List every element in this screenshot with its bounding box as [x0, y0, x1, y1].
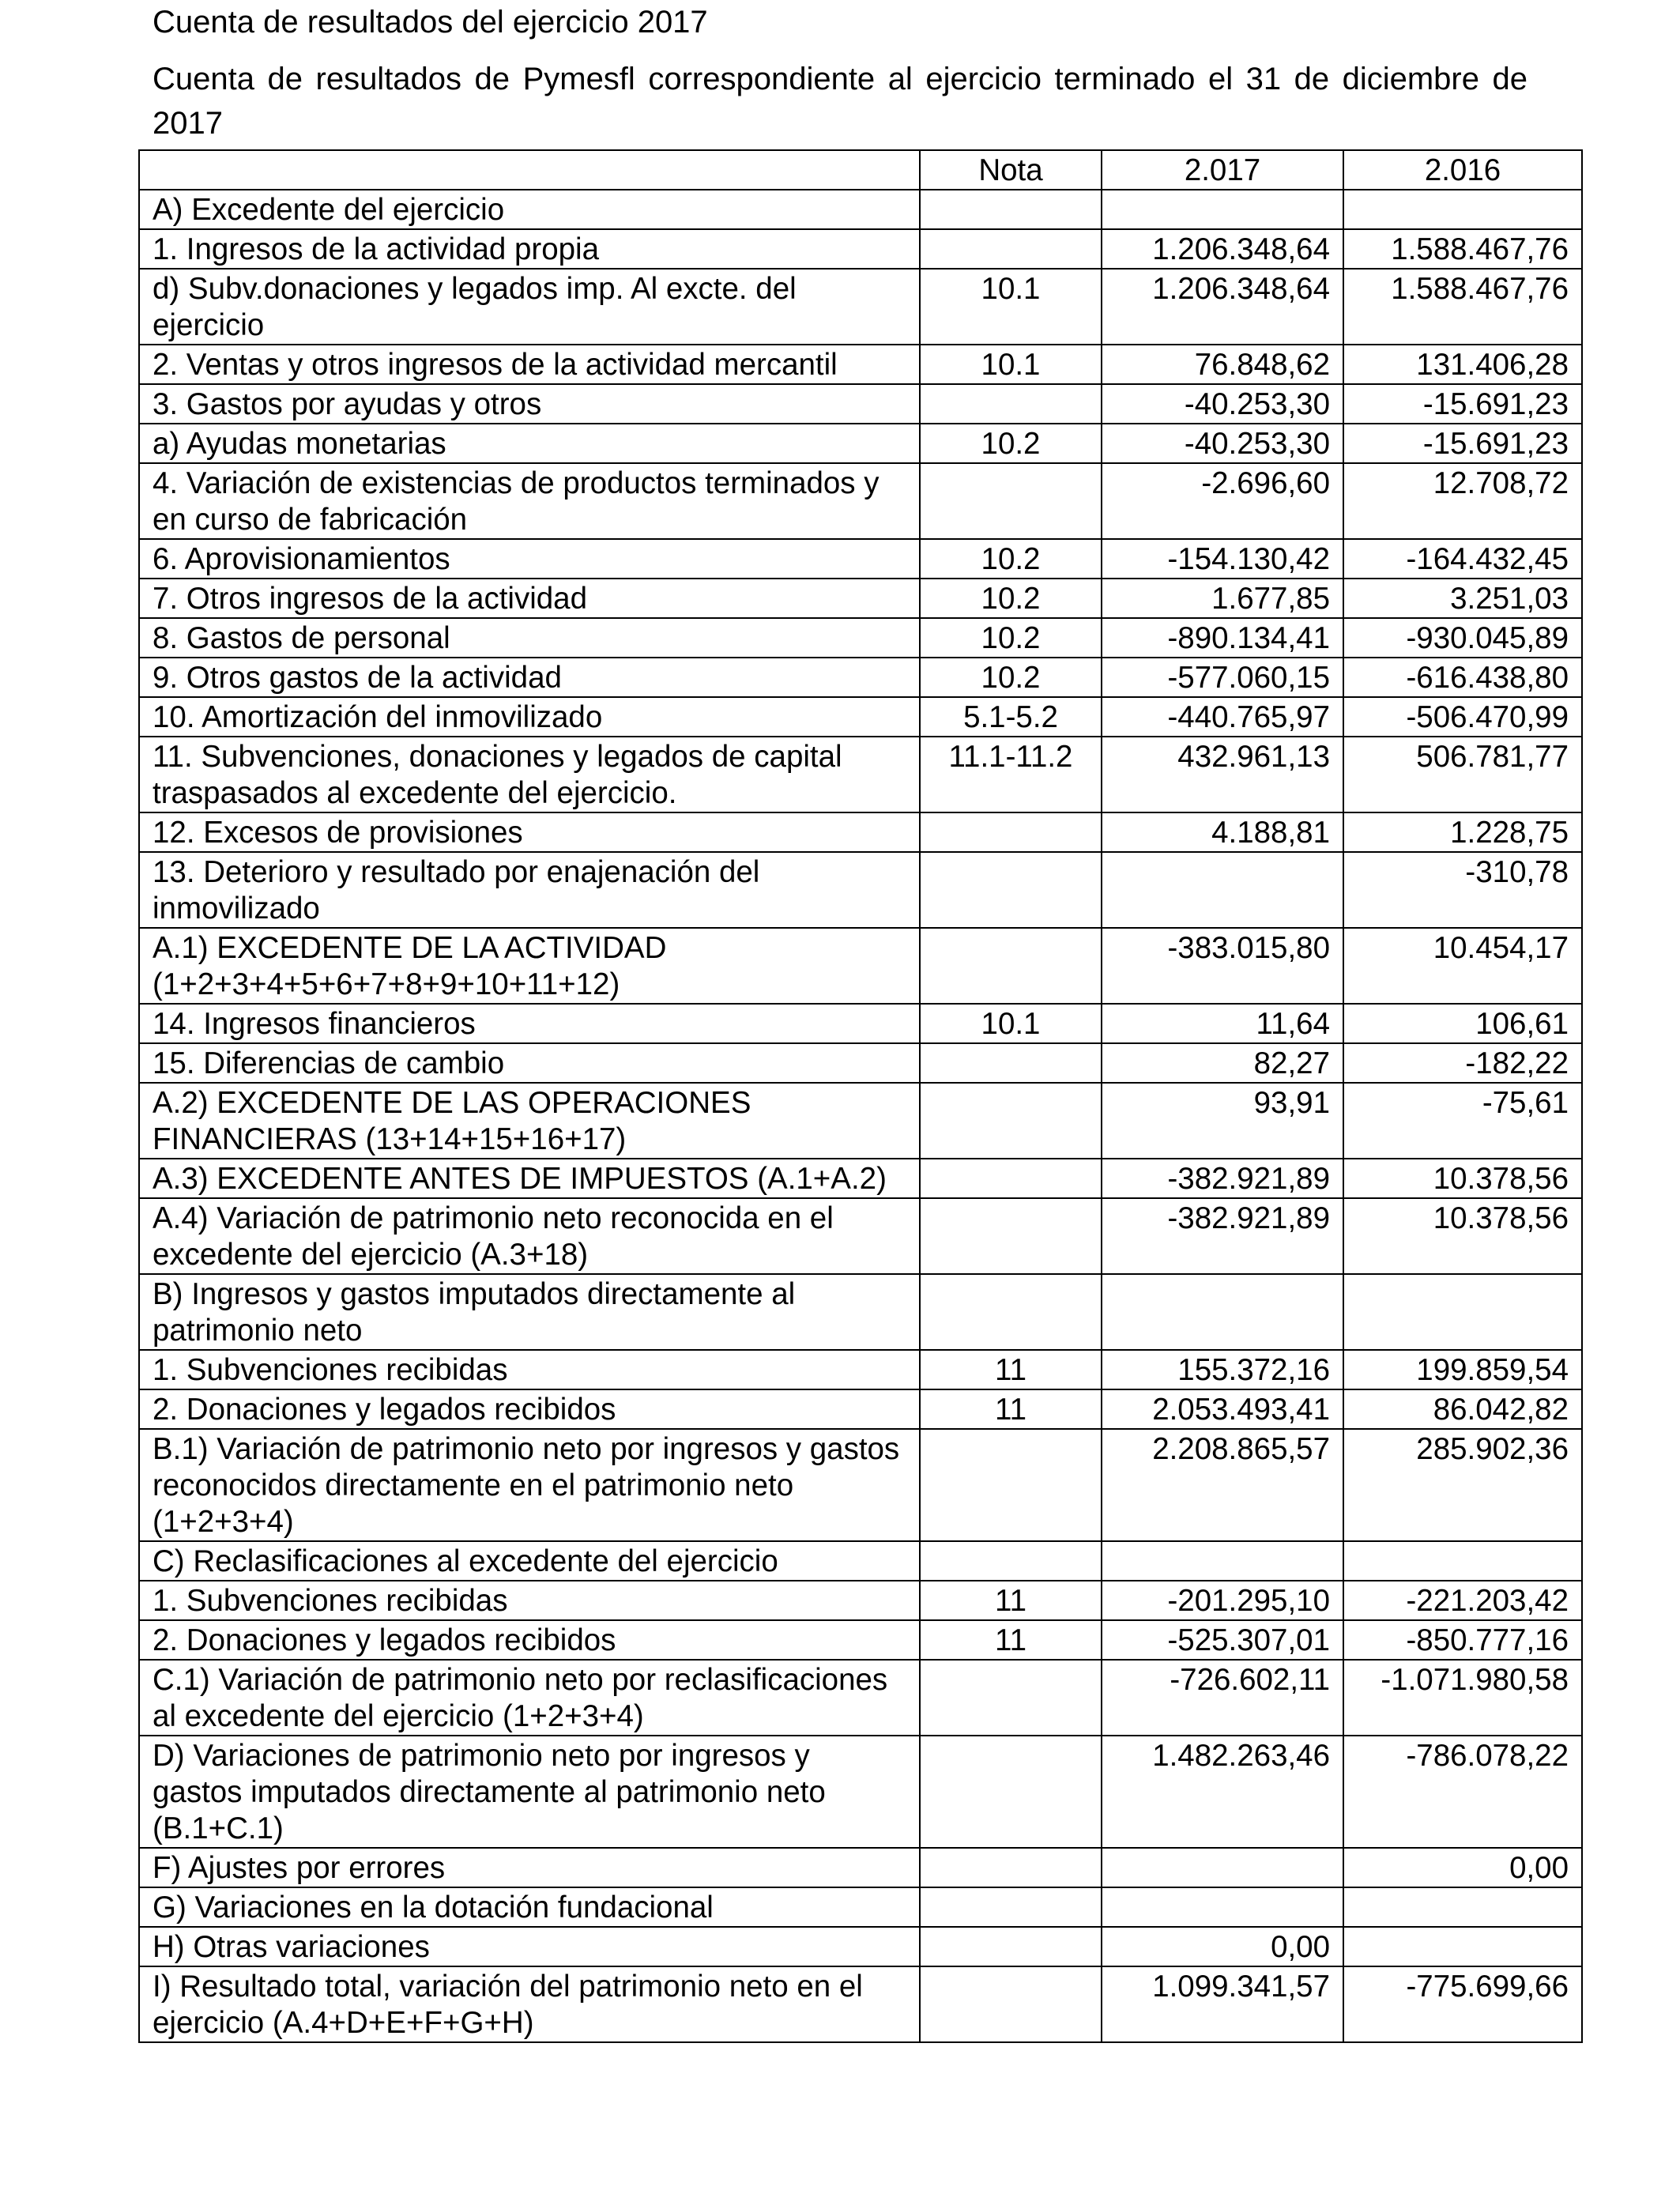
row-value-2016: -75,61 [1343, 1083, 1582, 1159]
row-value-2017: -440.765,97 [1102, 697, 1343, 737]
row-value-2016: 1.228,75 [1343, 812, 1582, 852]
row-description: A.2) EXCEDENTE DE LAS OPERACIONES FINANCIERAS (13+14+15+16+17) [139, 1083, 920, 1159]
row-description: 1. Ingresos de la actividad propia [139, 229, 920, 269]
table-row [139, 345, 1582, 384]
row-description: 7. Otros ingresos de la actividad [139, 579, 920, 618]
document-title: Cuenta de resultados del ejercicio 2017 [153, 5, 708, 40]
row-value-2017: 4.188,81 [1102, 812, 1343, 852]
row-description: 8. Gastos de personal [139, 618, 920, 658]
row-nota [920, 229, 1102, 269]
table-row [139, 229, 1582, 269]
row-value-2016: 10.378,56 [1343, 1198, 1582, 1274]
row-value-2016: -616.438,80 [1343, 658, 1582, 697]
row-value-2017: -154.130,42 [1102, 539, 1343, 579]
row-value-2017 [1102, 1848, 1343, 1887]
table-row [139, 1581, 1582, 1620]
row-nota: 10.2 [920, 579, 1102, 618]
row-nota: 5.1-5.2 [920, 697, 1102, 737]
row-value-2016: -786.078,22 [1343, 1736, 1582, 1848]
row-nota: 11 [920, 1620, 1102, 1660]
row-nota [920, 1927, 1102, 1966]
row-nota [920, 1966, 1102, 2042]
row-description: F) Ajustes por errores [139, 1848, 920, 1887]
row-nota: 10.1 [920, 269, 1102, 345]
row-nota: 10.2 [920, 618, 1102, 658]
row-description: 9. Otros gastos de la actividad [139, 658, 920, 697]
row-value-2017: 1.099.341,57 [1102, 1966, 1343, 2042]
row-value-2016: 199.859,54 [1343, 1350, 1582, 1389]
header-year-2016: 2.016 [1343, 150, 1582, 190]
row-value-2016: 1.588.467,76 [1343, 229, 1582, 269]
table-row [139, 928, 1582, 1004]
row-value-2017: 155.372,16 [1102, 1350, 1343, 1389]
table-row [139, 1927, 1582, 1966]
table-row [139, 1736, 1582, 1848]
row-description: B) Ingresos y gastos imputados directamente al patrimonio neto [139, 1274, 920, 1350]
row-description: 13. Deterioro y resultado por enajenación del inmovilizado [139, 852, 920, 928]
row-nota: 11.1-11.2 [920, 737, 1102, 812]
row-description: A) Excedente del ejercicio [139, 190, 920, 229]
table-row [139, 1083, 1582, 1159]
row-description: H) Otras variaciones [139, 1927, 920, 1966]
row-description: A.1) EXCEDENTE DE LA ACTIVIDAD (1+2+3+4+5+6+7+8+9+10+11+12) [139, 928, 920, 1004]
row-value-2017: 93,91 [1102, 1083, 1343, 1159]
row-value-2017: 0,00 [1102, 1927, 1343, 1966]
table-row [139, 579, 1582, 618]
table-row [139, 1887, 1582, 1927]
row-nota: 10.2 [920, 539, 1102, 579]
row-nota: 11 [920, 1581, 1102, 1620]
table-row [139, 1848, 1582, 1887]
table-row [139, 1966, 1582, 2042]
row-value-2017: 11,64 [1102, 1004, 1343, 1043]
row-value-2017: 432.961,13 [1102, 737, 1343, 812]
row-value-2017: -577.060,15 [1102, 658, 1343, 697]
row-value-2016: -1.071.980,58 [1343, 1660, 1582, 1736]
row-nota: 10.2 [920, 424, 1102, 463]
row-nota [920, 384, 1102, 424]
row-value-2017: 1.677,85 [1102, 579, 1343, 618]
row-value-2017: -382.921,89 [1102, 1159, 1343, 1198]
row-value-2017 [1102, 852, 1343, 928]
table-row [139, 812, 1582, 852]
row-description: D) Variaciones de patrimonio neto por ingresos y gastos imputados directamente al patrimonio neto (B.1+C.1) [139, 1736, 920, 1848]
row-value-2016: -775.699,66 [1343, 1966, 1582, 2042]
table-row [139, 852, 1582, 928]
table-row [139, 1620, 1582, 1660]
table-row [139, 424, 1582, 463]
row-description: 11. Subvenciones, donaciones y legados de capital traspasados al excedente del ejercicio. [139, 737, 920, 812]
row-description: 2. Donaciones y legados recibidos [139, 1620, 920, 1660]
row-value-2017: -382.921,89 [1102, 1198, 1343, 1274]
table-row [139, 1389, 1582, 1429]
table-row [139, 658, 1582, 697]
row-value-2017: 1.206.348,64 [1102, 269, 1343, 345]
table-row [139, 737, 1582, 812]
row-description: 10. Amortización del inmovilizado [139, 697, 920, 737]
row-value-2016: 285.902,36 [1343, 1429, 1582, 1541]
row-value-2016: 1.588.467,76 [1343, 269, 1582, 345]
row-nota: 11 [920, 1389, 1102, 1429]
table-row [139, 1274, 1582, 1350]
row-description: G) Variaciones en la dotación fundacional [139, 1887, 920, 1927]
row-value-2017: -40.253,30 [1102, 424, 1343, 463]
row-value-2016: -310,78 [1343, 852, 1582, 928]
row-value-2016: 0,00 [1343, 1848, 1582, 1887]
table-header-row [139, 150, 1582, 190]
row-value-2017: 1.482.263,46 [1102, 1736, 1343, 1848]
row-value-2016: -182,22 [1343, 1043, 1582, 1083]
row-nota [920, 1541, 1102, 1581]
table-row [139, 618, 1582, 658]
table-row [139, 1541, 1582, 1581]
row-value-2016: -850.777,16 [1343, 1620, 1582, 1660]
row-value-2017: 2.053.493,41 [1102, 1389, 1343, 1429]
table-row [139, 1350, 1582, 1389]
row-value-2016: 86.042,82 [1343, 1389, 1582, 1429]
row-nota [920, 1887, 1102, 1927]
row-value-2016: -15.691,23 [1343, 384, 1582, 424]
row-value-2016: 506.781,77 [1343, 737, 1582, 812]
row-nota [920, 852, 1102, 928]
header-year-2017: 2.017 [1102, 150, 1343, 190]
table-row [139, 539, 1582, 579]
row-description: B.1) Variación de patrimonio neto por ingresos y gastos reconocidos directamente en el patrimonio neto (1+2+3+4) [139, 1429, 920, 1541]
row-nota: 11 [920, 1350, 1102, 1389]
row-value-2017: -2.696,60 [1102, 463, 1343, 539]
row-value-2017: 1.206.348,64 [1102, 229, 1343, 269]
row-description: 2. Donaciones y legados recibidos [139, 1389, 920, 1429]
row-value-2016 [1343, 1541, 1582, 1581]
row-value-2017: -201.295,10 [1102, 1581, 1343, 1620]
row-value-2017: 76.848,62 [1102, 345, 1343, 384]
row-value-2016: 106,61 [1343, 1004, 1582, 1043]
row-value-2016: 12.708,72 [1343, 463, 1582, 539]
document-subtitle: Cuenta de resultados de Pymesfl correspondiente al ejercicio terminado el 31 de diciembre de 2017 [153, 62, 1527, 141]
row-value-2016: -221.203,42 [1343, 1581, 1582, 1620]
row-nota [920, 1848, 1102, 1887]
row-value-2017 [1102, 1887, 1343, 1927]
row-nota [920, 1274, 1102, 1350]
row-value-2016: 3.251,03 [1343, 579, 1582, 618]
row-description: A.3) EXCEDENTE ANTES DE IMPUESTOS (A.1+A.2) [139, 1159, 920, 1198]
row-nota [920, 928, 1102, 1004]
table-row [139, 697, 1582, 737]
row-value-2016: -506.470,99 [1343, 697, 1582, 737]
table-row [139, 384, 1582, 424]
row-value-2016 [1343, 1887, 1582, 1927]
row-value-2016: -164.432,45 [1343, 539, 1582, 579]
header-nota: Nota [920, 150, 1102, 190]
row-description: 12. Excesos de provisiones [139, 812, 920, 852]
table-row [139, 1429, 1582, 1541]
income-statement-table [138, 149, 1583, 2043]
table-row [139, 190, 1582, 229]
table-row [139, 269, 1582, 345]
row-value-2017: -383.015,80 [1102, 928, 1343, 1004]
row-description: d) Subv.donaciones y legados imp. Al excte. del ejercicio [139, 269, 920, 345]
row-value-2017 [1102, 1274, 1343, 1350]
row-description: A.4) Variación de patrimonio neto reconocida en el excedente del ejercicio (A.3+18) [139, 1198, 920, 1274]
row-value-2016: -930.045,89 [1343, 618, 1582, 658]
row-description: 14. Ingresos financieros [139, 1004, 920, 1043]
row-nota [920, 1083, 1102, 1159]
row-nota [920, 812, 1102, 852]
row-description: 4. Variación de existencias de productos terminados y en curso de fabricación [139, 463, 920, 539]
row-value-2016: 10.378,56 [1343, 1159, 1582, 1198]
row-nota: 10.1 [920, 345, 1102, 384]
row-nota [920, 1043, 1102, 1083]
table-row [139, 1004, 1582, 1043]
row-description: 6. Aprovisionamientos [139, 539, 920, 579]
row-description: 1. Subvenciones recibidas [139, 1581, 920, 1620]
row-nota: 10.1 [920, 1004, 1102, 1043]
row-value-2017: -525.307,01 [1102, 1620, 1343, 1660]
row-description: C.1) Variación de patrimonio neto por reclasificaciones al excedente del ejercicio (1+2+3+4) [139, 1660, 920, 1736]
row-nota [920, 190, 1102, 229]
table-body [139, 190, 1582, 2042]
row-nota [920, 1429, 1102, 1541]
table-row [139, 1043, 1582, 1083]
table-row [139, 1660, 1582, 1736]
table-row [139, 1198, 1582, 1274]
row-description: a) Ayudas monetarias [139, 424, 920, 463]
row-nota [920, 1660, 1102, 1736]
row-description: C) Reclasificaciones al excedente del ejercicio [139, 1541, 920, 1581]
row-nota [920, 1198, 1102, 1274]
table-row [139, 463, 1582, 539]
row-value-2017: -890.134,41 [1102, 618, 1343, 658]
row-value-2016: -15.691,23 [1343, 424, 1582, 463]
row-value-2017 [1102, 1541, 1343, 1581]
row-value-2016 [1343, 1927, 1582, 1966]
row-value-2017: 2.208.865,57 [1102, 1429, 1343, 1541]
table-row [139, 1159, 1582, 1198]
row-value-2017: -40.253,30 [1102, 384, 1343, 424]
row-description: 1. Subvenciones recibidas [139, 1350, 920, 1389]
header-description [139, 150, 920, 190]
row-nota [920, 463, 1102, 539]
row-value-2016: 131.406,28 [1343, 345, 1582, 384]
row-description: 3. Gastos por ayudas y otros [139, 384, 920, 424]
row-value-2017 [1102, 190, 1343, 229]
row-value-2016 [1343, 1274, 1582, 1350]
row-description: 15. Diferencias de cambio [139, 1043, 920, 1083]
row-value-2017: -726.602,11 [1102, 1660, 1343, 1736]
row-nota: 10.2 [920, 658, 1102, 697]
row-nota [920, 1159, 1102, 1198]
row-description: I) Resultado total, variación del patrimonio neto en el ejercicio (A.4+D+E+F+G+H) [139, 1966, 920, 2042]
row-value-2016 [1343, 190, 1582, 229]
row-value-2017: 82,27 [1102, 1043, 1343, 1083]
row-value-2016: 10.454,17 [1343, 928, 1582, 1004]
row-nota [920, 1736, 1102, 1848]
row-description: 2. Ventas y otros ingresos de la actividad mercantil [139, 345, 920, 384]
